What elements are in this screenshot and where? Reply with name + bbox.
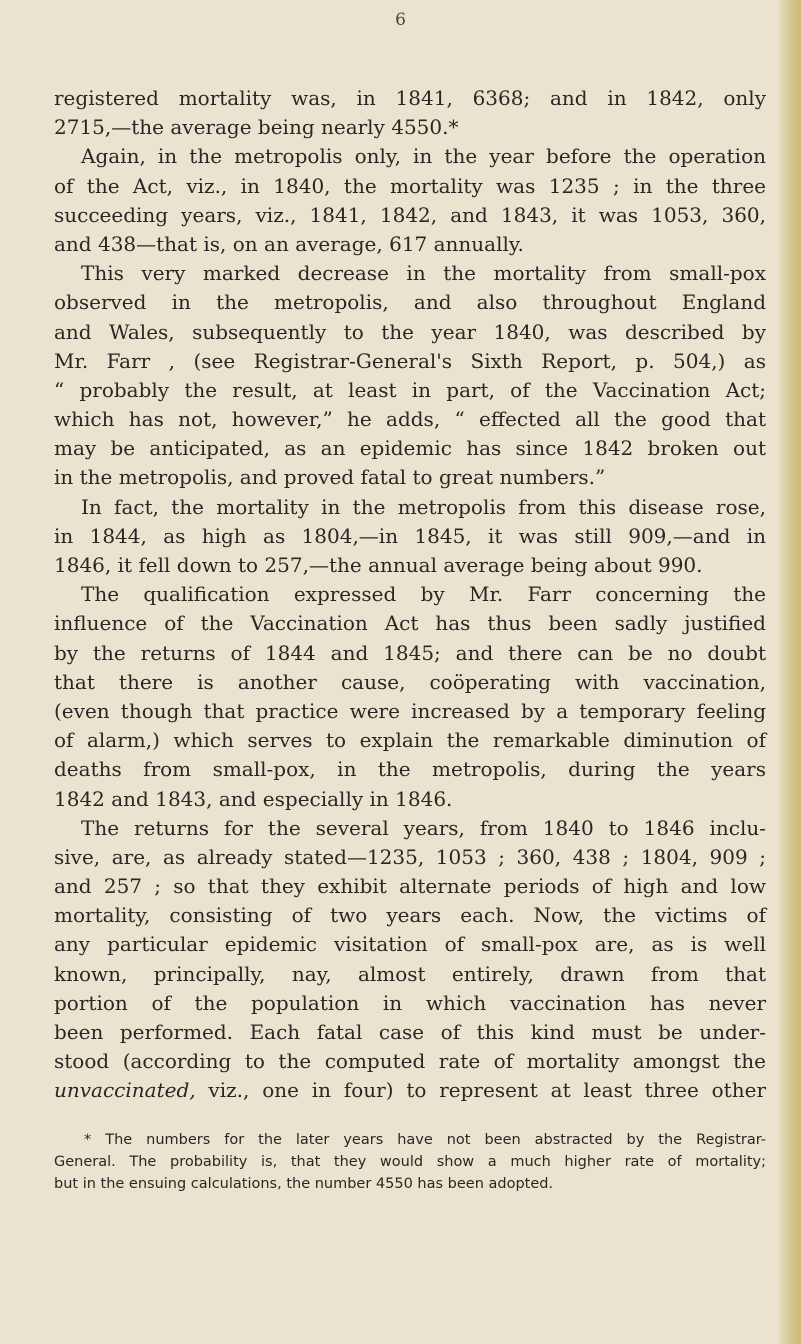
text-line: (even though that practice were increased by a temporary feeling [54, 698, 766, 723]
text-line: of the Act, viz., in 1840, the mortality was 1235 ; in the three [54, 173, 766, 198]
text-line: stood (according to the computed rate of mortality amongst the [54, 1049, 766, 1074]
text-line: known, principally, nay, almost entirely, drawn from that [54, 961, 766, 986]
text-line: succeeding years, viz., 1841, 1842, and 1843, it was 1053, 360, [54, 202, 766, 227]
text-line: in 1844, as high as 1804,—in 1845, it was still 909,—and in [54, 523, 766, 548]
footnote [54, 1129, 766, 1195]
text-line: and 438—that is, on an average, 617 annually. [54, 231, 524, 256]
text-line: which has not, however,” he adds, “ effected all the good that [54, 407, 766, 432]
text-line: The returns for the several years, from 1840 to 1846 inclu- [81, 815, 766, 840]
text-line: registered mortality was, in 1841, 6368; and in 1842, only [54, 86, 766, 110]
text-line: The qualification expressed by Mr. Farr concerning the [81, 582, 766, 607]
text-line: This very marked decrease in the mortality from small-pox [81, 261, 766, 286]
text-line: of alarm,) which serves to explain the remarkable diminution of [54, 728, 766, 753]
text-line: Again, in the metropolis only, in the year before the operation [81, 144, 766, 169]
text-line: 1842 and 1843, and especially in 1846. [54, 786, 453, 811]
text-line: that there is another cause, coöperating with vaccination, [54, 669, 766, 694]
text-line: sive, are, as already stated—1235, 1053 ; 360, 438 ; 1804, 909 ; [54, 844, 766, 869]
page-edge [779, 0, 801, 1344]
footnote-line: but in the ensuing calculations, the number 4550 has been adopted. [54, 1176, 554, 1192]
text-line: deaths from small-pox, in the metropolis, during the years [54, 757, 766, 782]
footnote-line: General. The probability is, that they would show a much higher rate of mortality; [54, 1154, 766, 1170]
text-line-final [54, 1076, 766, 1105]
text-line: in the metropolis, and proved fatal to great numbers.” [54, 465, 606, 490]
page-number: 6 [395, 10, 406, 30]
text-line: any particular epidemic visitation of small-pox are, as is well [54, 932, 766, 957]
text-line: Mr. Farr , (see Registrar-General's Sixth Report, p. 504,) as [54, 348, 766, 373]
text-line: 1846, it fell down to 257,—the annual average being about 990. [54, 553, 703, 577]
text-line: been performed. Each fatal case of this kind must be under- [54, 1020, 766, 1044]
text-line: observed in the metropolis, and also throughout England [54, 290, 766, 315]
text-line: mortality, consisting of two years each. Now, the victims of [54, 903, 766, 928]
text-line: portion of the population in which vaccination has never [54, 990, 766, 1015]
text-line: by the returns of 1844 and 1845; and there can be no doubt [54, 640, 766, 665]
text-line: and Wales, subsequently to the year 1840, was described by [54, 319, 766, 344]
text-line: and 257 ; so that they exhibit alternate periods of high and low [54, 874, 766, 899]
text-line: 2715,—the average being nearly 4550.* [54, 115, 459, 140]
text-line: may be anticipated, as an epidemic has since 1842 broken out [54, 436, 766, 461]
text-fragment: viz., one in four) to represent at least three other [195, 1078, 766, 1103]
footnote-line: * The numbers for the later years have not been abstracted by the Registrar- [84, 1132, 766, 1148]
text-line: In fact, the mortality in the metropolis from this disease rose, [81, 494, 766, 519]
text-line: influence of the Vaccination Act has thus been sadly justified [54, 611, 766, 636]
body-text [54, 84, 766, 1106]
italic-word: unvaccinated, [54, 1078, 196, 1103]
text-line: “ probably the result, at least in part, of the Vaccination Act; [54, 377, 766, 402]
